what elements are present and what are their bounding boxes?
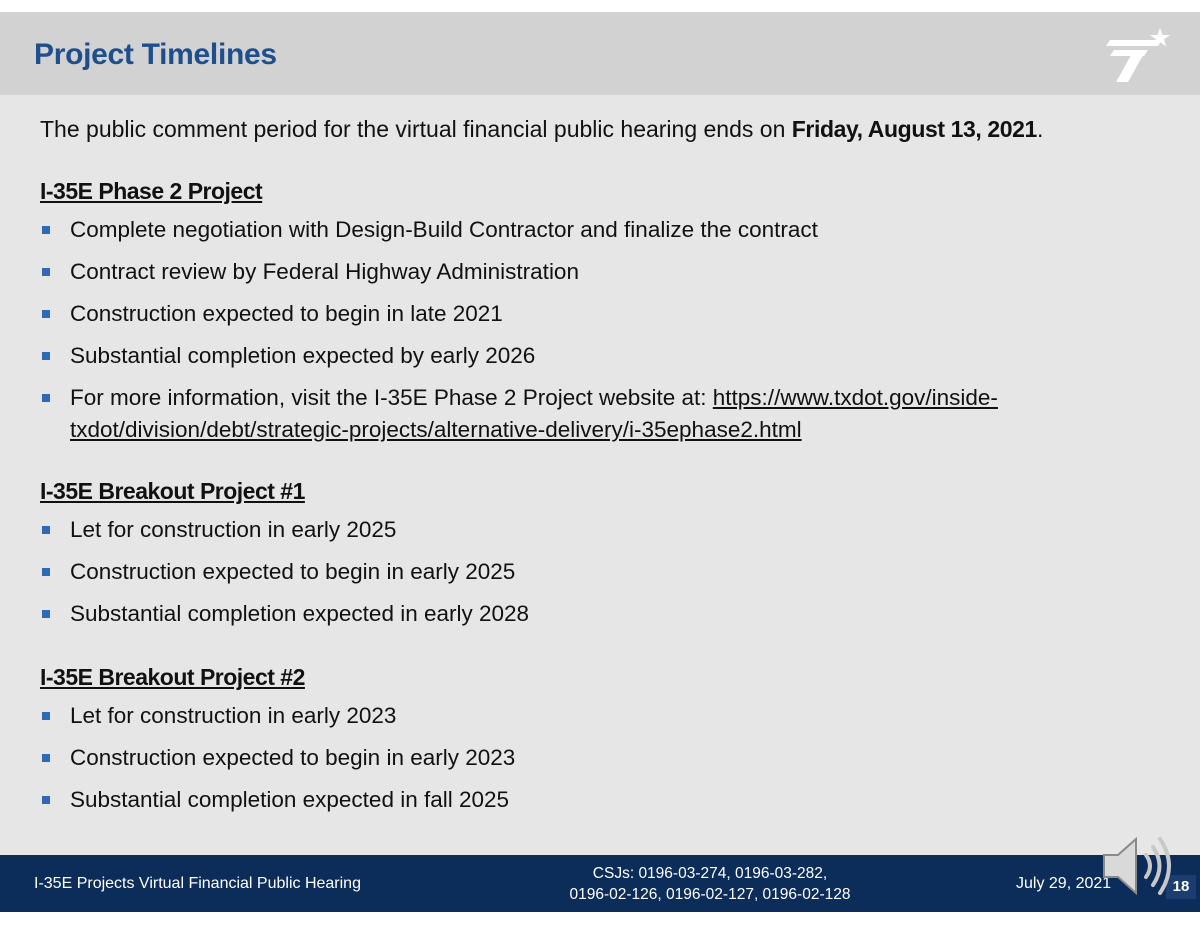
txdot-logo-icon bbox=[1100, 26, 1172, 84]
slide bbox=[0, 12, 1200, 912]
slide-header bbox=[0, 12, 1200, 95]
breakout-1-list bbox=[40, 514, 1170, 630]
deadline-date: Friday, August 13, 2021 bbox=[791, 116, 1037, 142]
csj-line-1: CSJs: 0196-03-274, 0196-03-282, bbox=[592, 865, 828, 882]
list-item: Construction expected to begin in late 2021 bbox=[40, 298, 1170, 330]
intro-text: The public comment period for the virtual financial public hearing ends on bbox=[40, 116, 792, 142]
slide-footer bbox=[0, 855, 1200, 912]
list-item-more-info bbox=[40, 382, 1170, 446]
intro-end: . bbox=[1036, 116, 1044, 142]
list-item: Let for construction in early 2023 bbox=[40, 700, 1170, 732]
section-heading-breakout-1: I-35E Breakout Project #1 bbox=[40, 478, 305, 504]
phase-2-list bbox=[40, 214, 1170, 446]
list-item: Let for construction in early 2025 bbox=[40, 514, 1170, 546]
project-website-link[interactable]: https://www.txdot.gov/inside-txdot/division/debt/strategic-projects/alternative-delivery/i-35ephase2.html bbox=[70, 385, 998, 442]
list-item: Construction expected to begin in early 2023 bbox=[40, 742, 1170, 774]
page-title: Project Timelines bbox=[34, 38, 277, 71]
csj-line-2: 0196-02-126, 0196-02-127, 0196-02-128 bbox=[569, 886, 851, 903]
section-heading-breakout-2: I-35E Breakout Project #2 bbox=[40, 664, 305, 690]
footer-date: July 29, 2021 bbox=[1016, 875, 1112, 892]
more-info-text: For more information, visit the I-35E Phase 2 Project website at: bbox=[70, 385, 713, 410]
list-item: Substantial completion expected by early 2026 bbox=[40, 340, 1170, 372]
footer-csjs bbox=[520, 863, 900, 905]
list-item: Construction expected to begin in early 2025 bbox=[40, 556, 1170, 588]
list-item: Contract review by Federal Highway Administration bbox=[40, 256, 1170, 288]
slide-content bbox=[40, 112, 1170, 826]
footer-hearing-title: I-35E Projects Virtual Financial Public Hearing bbox=[34, 875, 361, 892]
intro-paragraph bbox=[40, 112, 1170, 146]
page-number: 18 bbox=[1166, 875, 1196, 899]
list-item: Substantial completion expected in early 2028 bbox=[40, 598, 1170, 630]
list-item: Complete negotiation with Design-Build Contractor and finalize the contract bbox=[40, 214, 1170, 246]
list-item: Substantial completion expected in fall 2025 bbox=[40, 784, 1170, 816]
speaker-icon[interactable] bbox=[1098, 825, 1180, 907]
breakout-2-list bbox=[40, 700, 1170, 816]
section-heading-phase-2: I-35E Phase 2 Project bbox=[40, 178, 263, 204]
